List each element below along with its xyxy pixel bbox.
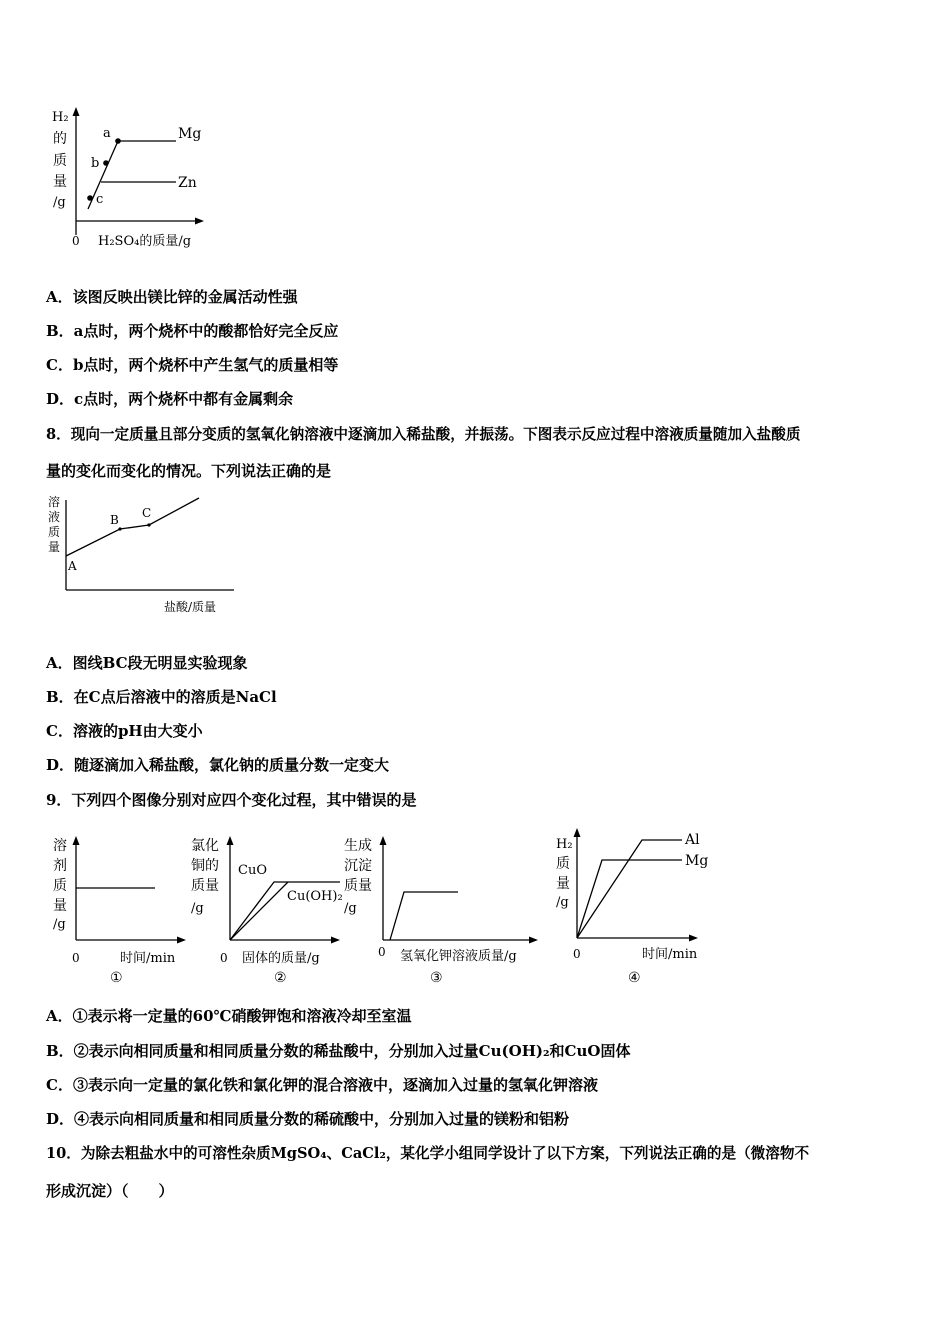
y-label-0: 生成 bbox=[344, 838, 372, 854]
point-b-dot bbox=[103, 160, 109, 166]
y-label-2: 质量 bbox=[191, 878, 219, 894]
mg-line bbox=[577, 860, 682, 938]
q8-stem-line-2: 量的变化而变化的情况。下列说法正确的是 bbox=[46, 462, 332, 480]
y-label-3: /g bbox=[556, 895, 569, 910]
y-label-1: 液 bbox=[48, 510, 61, 524]
y-label-3: /g bbox=[344, 901, 357, 916]
origin-label: 0 bbox=[573, 947, 581, 961]
point-a-label: A bbox=[68, 559, 77, 573]
cuoh2-line bbox=[230, 882, 288, 940]
x-axis-label: 盐酸/质量 bbox=[164, 600, 217, 614]
y-label-0: H₂ bbox=[52, 110, 69, 125]
y-axis-arrow bbox=[73, 107, 80, 116]
x-axis-label: 时间/min bbox=[120, 951, 176, 966]
x-axis-label: H₂SO₄的质量/g bbox=[98, 234, 192, 249]
point-b-label: B bbox=[110, 513, 119, 527]
x-axis-arrow bbox=[177, 937, 186, 944]
x-axis-arrow bbox=[529, 937, 538, 944]
y-axis-arrow bbox=[227, 836, 234, 845]
point-a-label: a bbox=[103, 126, 111, 141]
origin-label: 0 bbox=[72, 234, 80, 248]
q9-option-d: D．④表示向相同质量和相同质量分数的稀硫酸中，分别加入过量的镁粉和铝粉 bbox=[46, 1110, 570, 1128]
y-label-0: 溶 bbox=[53, 838, 67, 854]
q9-graph-2 bbox=[188, 828, 348, 988]
q9-graph-3 bbox=[342, 828, 552, 988]
q8-option-a: A．图线BC段无明显实验现象 bbox=[46, 654, 248, 672]
y-axis-arrow bbox=[73, 836, 80, 845]
y-label-2: 量 bbox=[556, 876, 570, 892]
q7-figure bbox=[48, 105, 228, 250]
q8-option-b: B．在C点后溶液中的溶质是NaCl bbox=[46, 688, 277, 706]
point-c-dot bbox=[147, 523, 150, 526]
y-label-1: 质 bbox=[556, 856, 570, 872]
q9-option-c: C．③表示向一定量的氯化铁和氯化钾的混合溶液中，逐滴加入过量的氢氧化钾溶液 bbox=[46, 1076, 598, 1094]
y-label-1: 剂 bbox=[53, 858, 67, 874]
y-label-4: /g bbox=[53, 195, 66, 210]
solution-mass-line bbox=[66, 498, 199, 556]
q10-stem-line-2: 形成沉淀）（ ） bbox=[46, 1182, 174, 1200]
zn-label: Zn bbox=[178, 175, 197, 191]
y-label-2: 质 bbox=[48, 525, 61, 539]
mg-label: Mg bbox=[685, 853, 709, 869]
y-label-0: 溶 bbox=[48, 495, 61, 509]
precipitate-line bbox=[390, 892, 458, 940]
point-c-label: c bbox=[96, 192, 104, 207]
graph-number: ① bbox=[110, 970, 123, 986]
y-label-1: 的 bbox=[53, 131, 67, 147]
y-label-3: 量 bbox=[48, 540, 61, 554]
q10-stem-line-1: 10．为除去粗盐水中的可溶性杂质MgSO₄、CaCl₂，某化学小组同学设计了以下方案，下列说法正确的是（微溶物不 bbox=[46, 1145, 810, 1162]
q7-option-a: A．该图反映出镁比锌的金属活动性强 bbox=[46, 288, 298, 306]
q9-graph-4 bbox=[550, 822, 725, 988]
q8-figure bbox=[44, 490, 244, 620]
y-label-1: 沉淀 bbox=[344, 858, 372, 874]
point-b-label: b bbox=[91, 156, 100, 171]
y-label-3: /g bbox=[191, 901, 204, 916]
q8-option-d: D．随逐滴加入稀盐酸，氯化钠的质量分数一定变大 bbox=[46, 756, 390, 774]
y-label-2: 质量 bbox=[344, 878, 372, 894]
y-label-4: /g bbox=[53, 917, 66, 932]
q8-option-c: C．溶液的pH由大变小 bbox=[46, 722, 203, 740]
origin-label: 0 bbox=[378, 945, 386, 959]
x-axis-label: 氢氧化钾溶液质量/g bbox=[400, 949, 517, 964]
point-c-dot bbox=[87, 195, 93, 201]
origin-label: 0 bbox=[220, 951, 228, 965]
y-label-3: 量 bbox=[53, 174, 67, 190]
y-label-2: 质 bbox=[53, 153, 67, 169]
graph-number: ② bbox=[274, 970, 287, 986]
x-axis-label: 时间/min bbox=[642, 947, 698, 962]
mg-label: Mg bbox=[178, 126, 202, 142]
y-axis-arrow bbox=[380, 836, 387, 845]
cuo-label: CuO bbox=[238, 863, 267, 878]
x-axis-arrow bbox=[331, 937, 340, 944]
y-label-1: 铜的 bbox=[191, 858, 219, 874]
y-label-0: 氯化 bbox=[191, 838, 219, 854]
al-label: Al bbox=[685, 832, 700, 848]
q9-stem: 9．下列四个图像分别对应四个变化过程，其中错误的是 bbox=[46, 791, 417, 809]
graph-number: ③ bbox=[430, 970, 443, 986]
graph-number: ④ bbox=[628, 970, 641, 986]
point-b-dot bbox=[118, 527, 121, 530]
q7-option-d: D．c点时，两个烧杯中都有金属剩余 bbox=[46, 390, 294, 408]
point-c-label: C bbox=[142, 506, 152, 520]
q9-option-a: A．①表示将一定量的60℃硝酸钾饱和溶液冷却至室温 bbox=[46, 1007, 412, 1025]
x-axis-arrow bbox=[689, 935, 698, 942]
x-axis-arrow bbox=[195, 218, 204, 225]
q9-option-b: B．②表示向相同质量和相同质量分数的稀盐酸中，分别加入过量Cu(OH)₂和CuO固体 bbox=[46, 1042, 631, 1060]
q8-stem-line-1: 8．现向一定质量且部分变质的氢氧化钠溶液中逐滴加入稀盐酸，并振荡。下图表示反应过程中溶液质量随加入盐酸质 bbox=[46, 426, 801, 443]
y-label-0: H₂ bbox=[556, 837, 573, 852]
origin-label: 0 bbox=[72, 951, 80, 965]
q9-graph-1 bbox=[48, 828, 198, 988]
point-a-dot bbox=[115, 138, 121, 144]
q7-option-b: B．a点时，两个烧杯中的酸都恰好完全反应 bbox=[46, 322, 339, 340]
y-axis-arrow bbox=[574, 828, 581, 837]
q7-option-c: C．b点时，两个烧杯中产生氢气的质量相等 bbox=[46, 356, 339, 374]
x-axis-label: 固体的质量/g bbox=[242, 951, 320, 966]
y-label-2: 质 bbox=[53, 878, 67, 894]
y-label-3: 量 bbox=[53, 898, 67, 914]
cuoh2-label: Cu(OH)₂ bbox=[287, 889, 343, 904]
